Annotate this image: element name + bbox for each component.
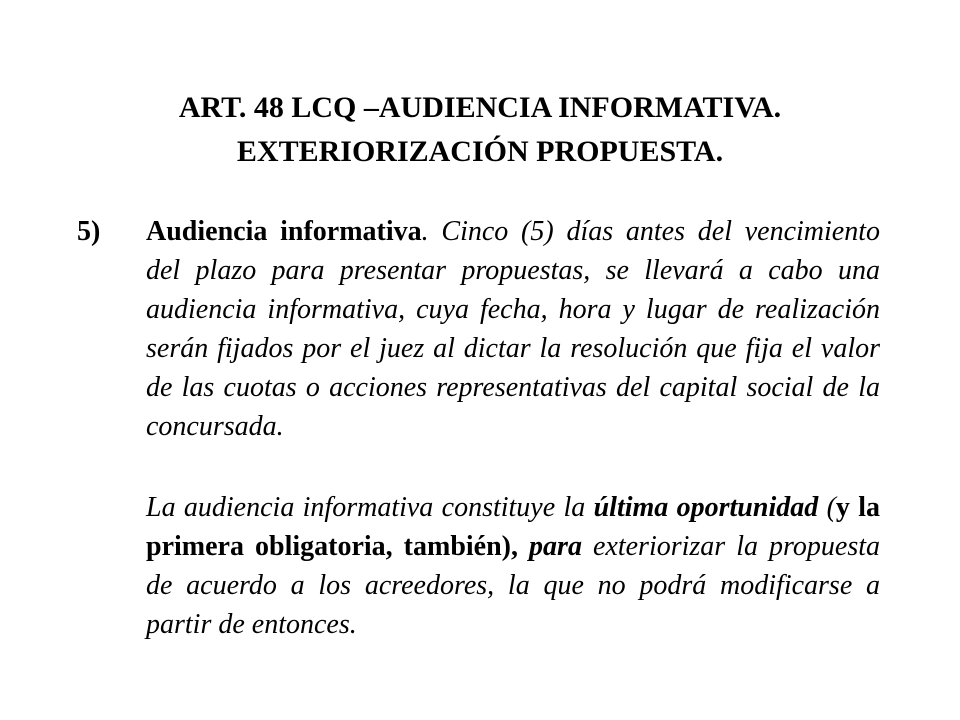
paragraph-ultima-oportunidad	[146, 488, 880, 644]
item-heading-end: .	[421, 216, 429, 247]
para2-part6: exteriorizar la propuesta de acuerdo a los acreedores, la que no podrá modificarse a partir de entonces.	[146, 531, 880, 640]
page-title	[0, 86, 960, 174]
paragraph-audiencia-informativa	[146, 212, 880, 446]
para2-part4: y la primera obligatoria, también),	[146, 492, 880, 562]
item-heading: Audiencia informativa	[146, 216, 422, 247]
item-number: 5)	[77, 216, 101, 247]
title-line-1: ART. 48 LCQ –AUDIENCIA INFORMATIVA.	[178, 91, 782, 124]
item-body: Cinco (5) días antes del vencimiento del plazo para presentar propuestas, se llevará a cabo una audiencia informativa, cuya fecha, hora y lugar de realización serán fijados por el juez al dictar la resolución que fija el valor de las cuotas o acciones representativas del capital social de la concursada.	[146, 216, 880, 442]
para2-part5: para	[529, 531, 582, 562]
para2-part1: La audiencia informativa constituye la	[146, 492, 594, 523]
para2-part2: última oportunidad	[593, 492, 819, 523]
title-line-2: EXTERIORIZACIÓN PROPUESTA.	[236, 135, 724, 168]
para2-part3: (	[818, 492, 836, 523]
